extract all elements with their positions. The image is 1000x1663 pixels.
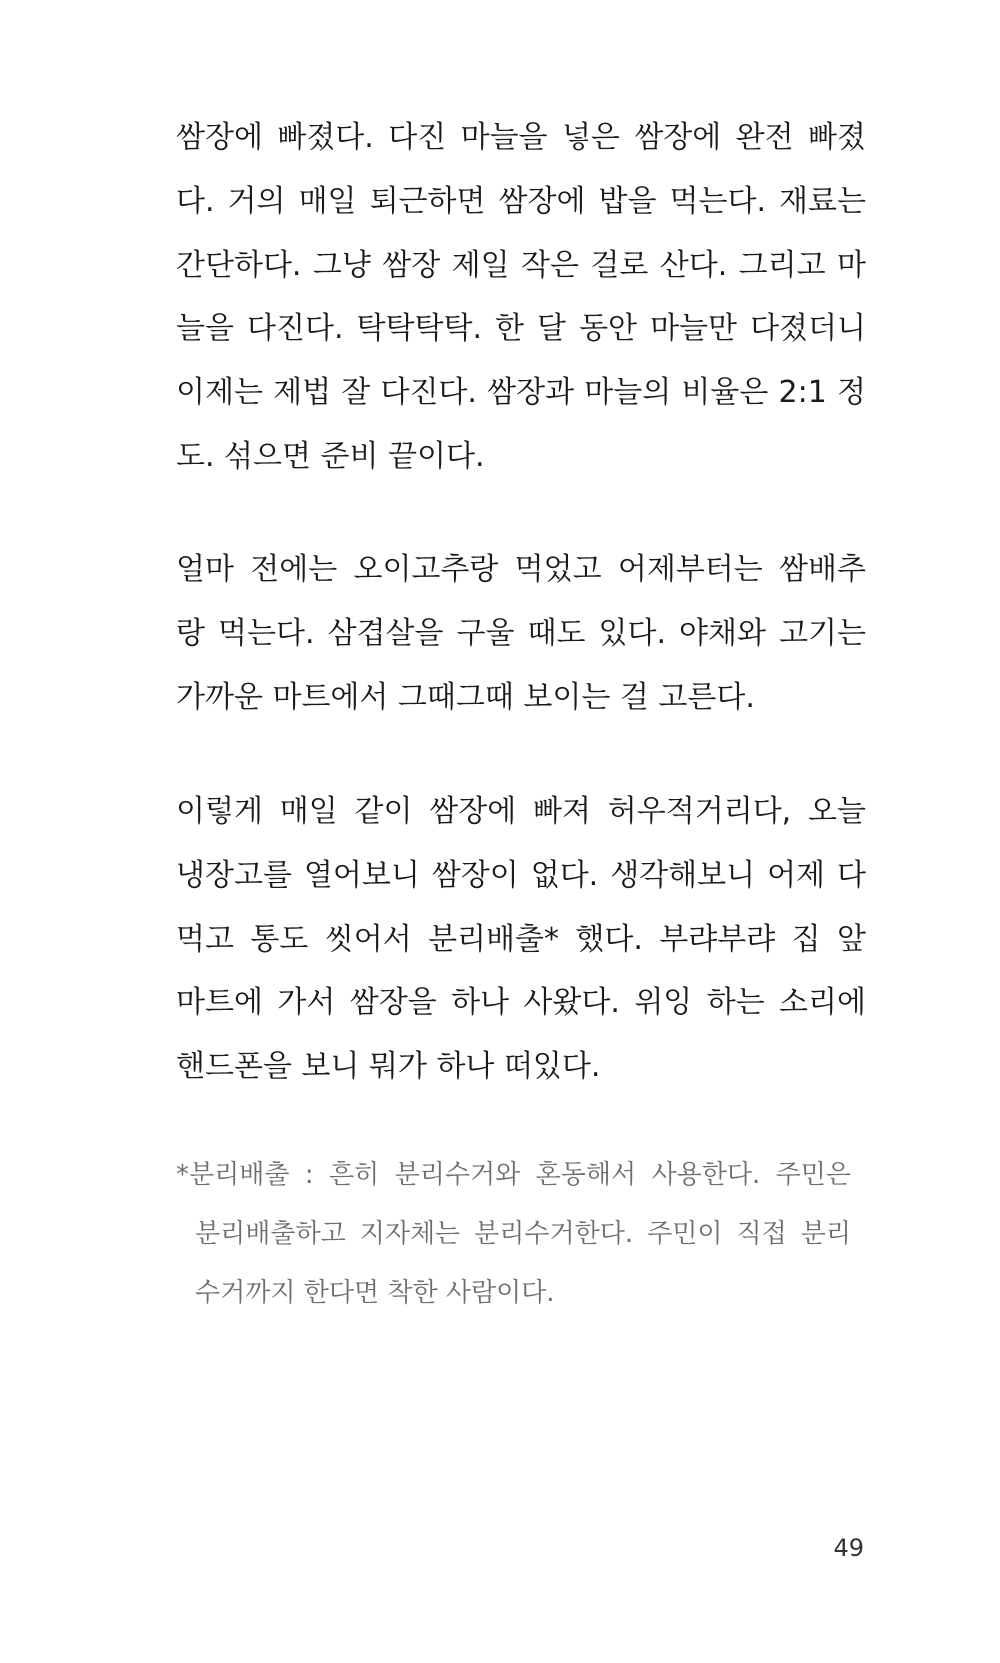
footnote-line: 수거까지 한다면 착한 사람이다.: [195, 1278, 555, 1308]
footnote-line: *분리배출 : 흔히 분리수거와 혼동해서 사용한다. 주민은: [176, 1160, 851, 1190]
paragraph-line: 늘을 다진다. 탁탁탁탁. 한 달 동안 마늘만 다졌더니: [176, 311, 866, 346]
paragraph-line: 다. 거의 매일 퇴근하면 쌈장에 밥을 먹는다. 재료는: [176, 184, 866, 219]
page-number: 49: [833, 1534, 864, 1562]
paragraph-line: 얼마 전에는 오이고추랑 먹었고 어제부터는 쌈배추: [176, 552, 866, 587]
paragraph-line: 랑 먹는다. 삼겹살을 구울 때도 있다. 야채와 고기는: [176, 616, 866, 651]
paragraph-line: 핸드폰을 보니 뭐가 하나 떠있다.: [176, 1049, 601, 1084]
paragraph-line: 간단하다. 그냥 쌈장 제일 작은 걸로 산다. 그리고 마: [176, 248, 866, 283]
paragraph-line: 먹고 통도 씻어서 분리배출* 했다. 부랴부랴 집 앞: [176, 922, 866, 957]
paragraph-line: 이렇게 매일 같이 쌈장에 빠져 허우적거리다, 오늘: [176, 794, 866, 829]
footnote-line: 분리배출하고 지자체는 분리수거한다. 주민이 직접 분리: [195, 1219, 851, 1249]
paragraph-line: 냉장고를 열어보니 쌈장이 없다. 생각해보니 어제 다: [176, 858, 866, 893]
paragraph-line: 도. 섞으면 준비 끝이다.: [176, 439, 485, 474]
paragraph-line: 쌈장에 빠졌다. 다진 마늘을 넣은 쌈장에 완전 빠졌: [176, 120, 866, 155]
paragraph-line: 가까운 마트에서 그때그때 보이는 걸 고른다.: [176, 680, 755, 715]
paragraph-line: 마트에 가서 쌈장을 하나 사왔다. 위잉 하는 소리에: [176, 985, 866, 1020]
paragraph-line: 이제는 제법 잘 다진다. 쌈장과 마늘의 비율은 2:1 정: [176, 375, 866, 410]
